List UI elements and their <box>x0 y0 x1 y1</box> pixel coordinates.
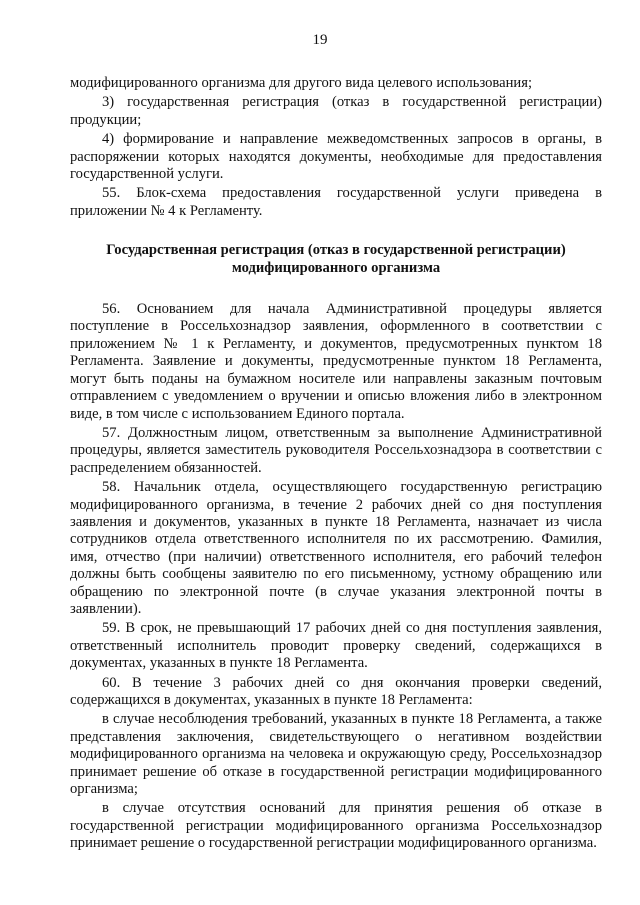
paragraph-58: 58. Начальник отдела, осуществляющего государственную регистрацию модифицированного организма, в течение 2 рабочих дней со дня поступления заявления и документов, указанных в пункте 18 Регламента, назначает из числа сотрудников отдела ответственного исполнителя по их рассмотрению. Фамилия, имя, отчество (при наличии) ответственного исполнителя, его рабочий телефон должны быть сообщены заявителю по его письменному, устному обращению или обращению по электронной почте (в случае указания электронной почты в заявлении). <box>70 479 602 617</box>
paragraph-57: 57. Должностным лицом, ответственным за выполнение Административной процедуры, является заместитель руководителя Россельхознадзора в соответствии с распределением обязанностей. <box>70 424 602 476</box>
intro-paragraph-2: 3) государственная регистрация (отказ в государственной регистрации) продукции; <box>70 94 602 128</box>
paragraph-60-case-1: в случае несоблюдения требований, указанных в пункте 18 Регламента, а также представления заключения, свидетельствующего о негативном воздействии модифицированного организма на человека и окружающую среду, Россельхознадзор принимает решение об отказе в государственной регистрации модифицированного организма; <box>70 711 602 798</box>
page-number: 19 <box>312 32 328 48</box>
section-heading: Государственная регистрация (отказ в государственной регистрации) модифицированного организма <box>106 242 566 276</box>
paragraph-56: 56. Основанием для начала Административной процедуры является поступление в Россельхознадзор заявления, оформленного в соответствии с приложением № 1 к Регламенту, и документов, предусмотренных пунктом 18 Регламента. Заявление и документы, предусмотренные пунктом 18 Регламента, могут быть поданы на бумажном носителе или направлены заказным почтовым отправлением с уведомлением о вручении и описью вложения либо в электронном виде, в том числе с использованием Единого портала. <box>70 301 602 422</box>
intro-paragraph-1: модифицированного организма для другого вида целевого использования; <box>70 75 532 91</box>
paragraph-60: 60. В течение 3 рабочих дней со дня окончания проверки сведений, содержащихся в документах, указанных в пункте 18 Регламента: <box>70 674 602 708</box>
document-body <box>70 75 602 855</box>
paragraph-60-case-2: в случае отсутствия оснований для принятия решения об отказе в государственной регистрации модифицированного организма Россельхознадзор принимает решение о государственной регистрации модифицированного организма. <box>70 800 602 852</box>
paragraph-59: 59. В срок, не превышающий 17 рабочих дней со дня поступления заявления, ответственный исполнитель проводит проверку сведений, содержащихся в документах, указанных в пункте 18 Регламента. <box>70 620 602 672</box>
intro-paragraph-4: 55. Блок-схема предоставления государственной услуги приведена в приложении № 4 к Регламенту. <box>70 185 602 219</box>
intro-paragraph-3: 4) формирование и направление межведомственных запросов в органы, в распоряжении которых находятся документы, необходимые для предоставления государственной услуги. <box>70 131 602 183</box>
